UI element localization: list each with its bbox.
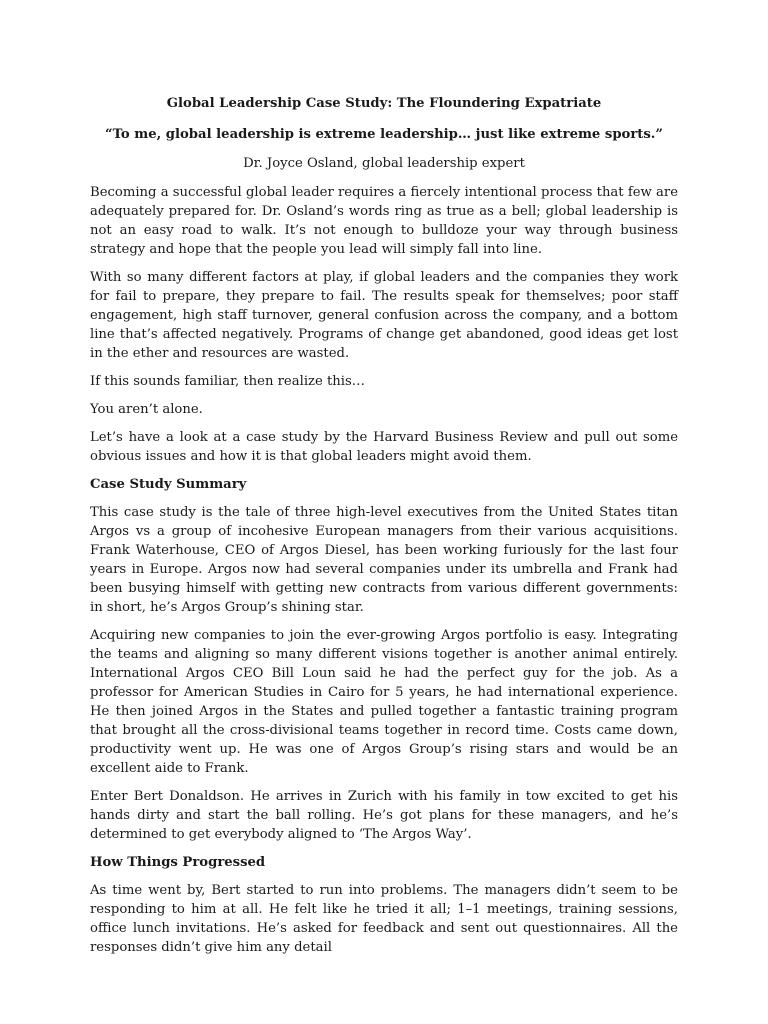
case-study-paragraph: This case study is the tale of three high-level executives from the United States titan Argos vs a group of incohesive European managers from their various acquisitions. Frank Waterhouse, CEO of Argos Diesel, has been working furiously for the last four years in Europe. Argos now had several companies under its umbrella and Frank had been busying himself with getting new contracts from various different governments: in short, he’s Argos Group’s shining star.	[90, 505, 678, 615]
intro-paragraph: You aren’t alone.	[90, 402, 203, 417]
intro-paragraph: Becoming a successful global leader requires a fiercely intentional process that few are adequately prepared for. Dr. Osland’s words ring as true as a bell; global leadership is not an easy road to walk. It’s not enough to bulldoze your way through business strategy and hope that the people you lead will simply fall into line.	[90, 185, 678, 257]
case-study-paragraph: Acquiring new companies to join the ever-growing Argos portfolio is easy. Integrating the teams and aligning so many different visions together is another animal entirely. International Argos CEO Bill Loun said he had the perfect guy for the job. As a professor for American Studies in Cairo for 5 years, he had international experience. He then joined Argos in the States and pulled together a fantastic training program that brought all the cross-divisional teams together in record time. Costs came down, productivity went up. He was one of Argos Group’s rising stars and would be an excellent aide to Frank.	[90, 628, 678, 776]
case-study-paragraph: Enter Bert Donaldson. He arrives in Zurich with his family in tow excited to get his hands dirty and start the ball rolling. He’s got plans for these managers, and he’s determined to get everybody aligned to ‘The Argos Way’.	[90, 789, 678, 842]
intro-paragraph: With so many different factors at play, if global leaders and the companies they work for fail to prepare, they prepare to fail. The results speak for themselves; poor staff engagement, high staff turnover, general confusion across the company, and a bottom line that’s affected negatively. Programs of change get abandoned, good ideas get lost in the ether and resources are wasted.	[90, 270, 678, 361]
section-heading-case-study-summary: Case Study Summary	[90, 477, 247, 492]
document-title: Global Leadership Case Study: The Floundering Expatriate	[166, 96, 602, 111]
quote-attribution: Dr. Joyce Osland, global leadership expert	[243, 156, 525, 171]
intro-paragraph: Let’s have a look at a case study by the Harvard Business Review and pull out some obvious issues and how it is that global leaders might avoid them.	[90, 430, 678, 464]
document-page	[90, 94, 678, 966]
progress-paragraph: As time went by, Bert started to run into problems. The managers didn’t seem to be responding to him at all. He felt like he tried it all; 1–1 meetings, training sessions, office lunch invitations. He’s asked for feedback and sent out questionnaires. All the responses didn’t give him any detail	[90, 883, 678, 955]
opening-quote: “To me, global leadership is extreme leadership… just like extreme sports.”	[104, 127, 663, 142]
section-heading-how-things-progressed: How Things Progressed	[90, 855, 266, 870]
intro-paragraph: If this sounds familiar, then realize this…	[90, 374, 365, 389]
